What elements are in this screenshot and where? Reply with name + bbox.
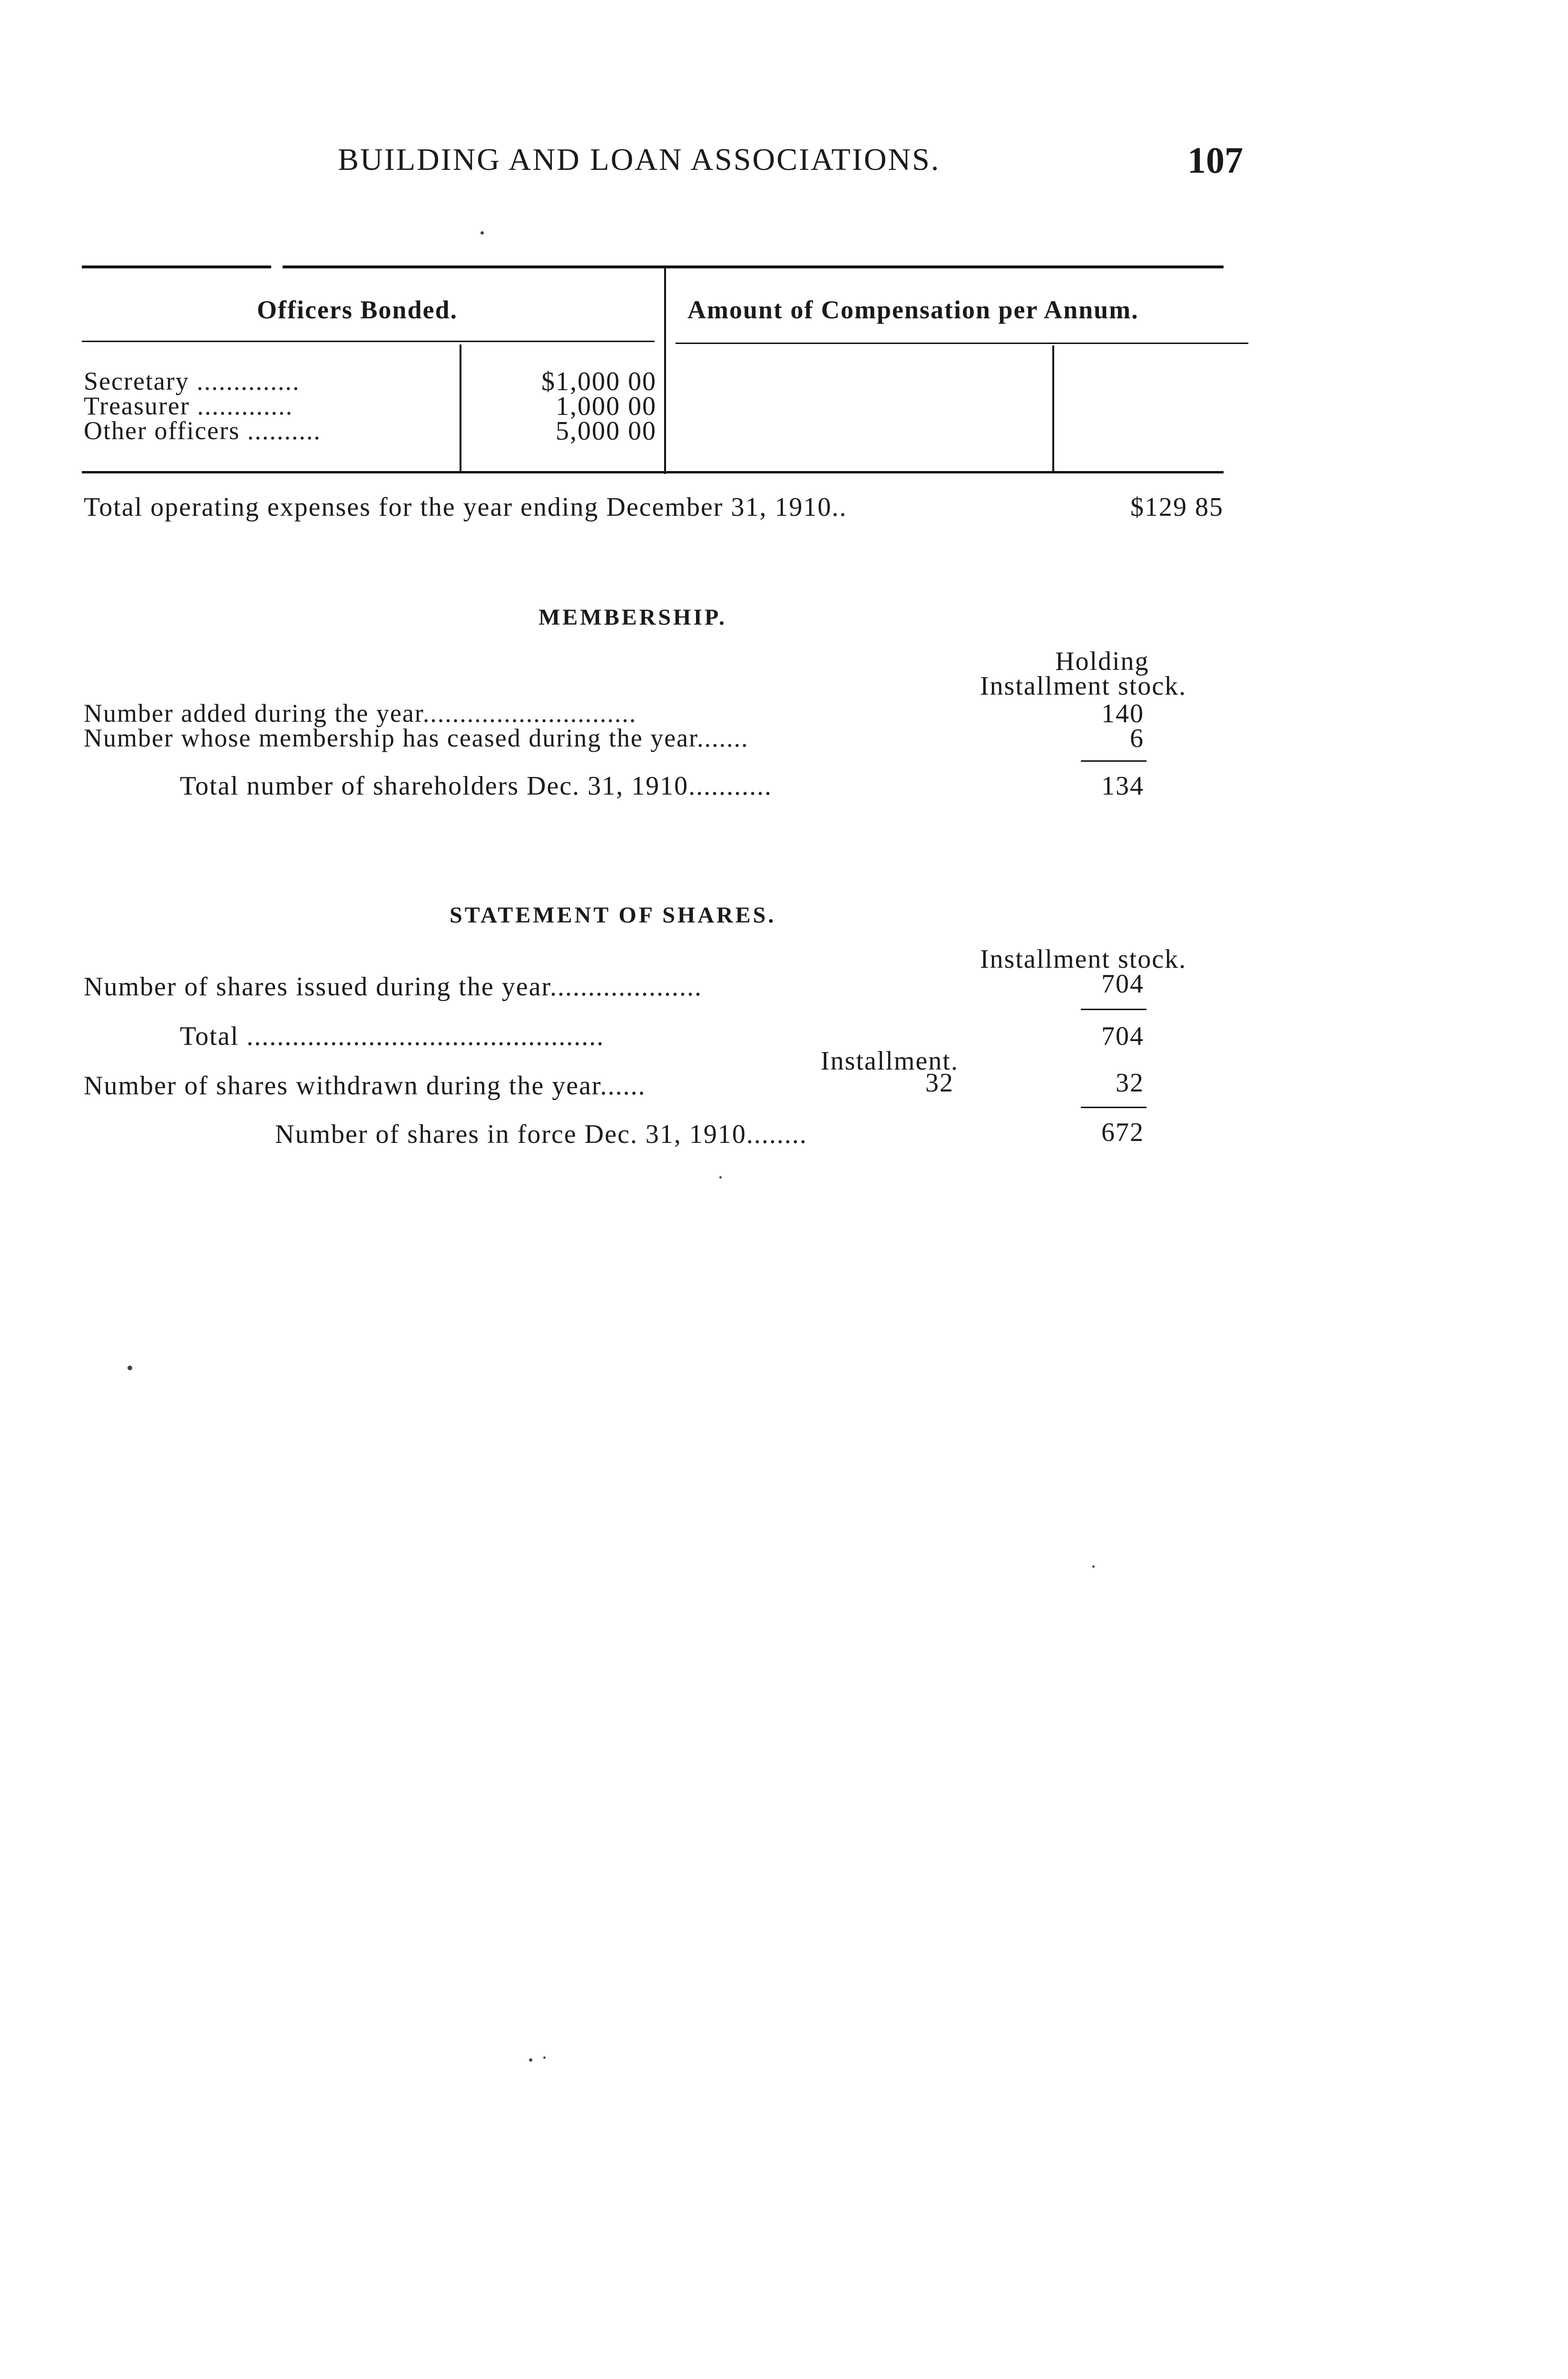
scan-speck xyxy=(480,231,484,235)
shares-total-label: Total ............................................... xyxy=(180,1022,605,1051)
officers-bonded-heading: Officers Bonded. xyxy=(257,295,458,324)
shares-col-heading: Installment stock. xyxy=(980,944,1187,974)
membership-title: MEMBERSHIP. xyxy=(539,605,727,630)
officer-label-other: Other officers .......... xyxy=(84,416,321,445)
officer-label-secretary: Secretary .............. xyxy=(84,367,300,395)
membership-col-heading-2: Installment stock. xyxy=(980,671,1187,701)
shares-withdrawn-sum-rule xyxy=(1081,1107,1147,1108)
shares-withdrawn-label: Number of shares withdrawn during the year...... xyxy=(84,1071,646,1101)
officer-amount-treasurer: 1,000 00 xyxy=(556,392,657,421)
page-number: 107 xyxy=(1187,139,1243,181)
table-top-rule-right xyxy=(283,265,1224,268)
scan-speck xyxy=(543,2056,546,2059)
members-ceased-value: 6 xyxy=(1130,724,1144,753)
membership-col-heading-1: Holding xyxy=(1055,647,1149,676)
shares-withdrawn-subvalue: 32 xyxy=(925,1068,954,1098)
header-underline-left xyxy=(82,341,655,342)
operating-expenses-label: Total operating expenses for the year ending December 31, 1910.. xyxy=(84,492,847,522)
members-total-value: 134 xyxy=(1101,771,1144,801)
shares-total-value: 704 xyxy=(1101,1022,1144,1051)
officer-amount-secretary: $1,000 00 xyxy=(541,367,657,396)
members-total-label: Total number of shareholders Dec. 31, 1910........... xyxy=(180,771,773,801)
shares-issued-label: Number of shares issued during the year.................... xyxy=(84,972,702,1002)
running-title: BUILDING AND LOAN ASSOCIATIONS. xyxy=(338,142,941,177)
table-divider-main xyxy=(664,267,666,474)
members-ceased-label: Number whose membership has ceased during the year....... xyxy=(84,724,749,752)
members-added-value: 140 xyxy=(1101,699,1144,728)
operating-expenses-value: $129 85 xyxy=(1130,492,1224,522)
members-added-label: Number added during the year............................. xyxy=(84,699,637,727)
scan-speck xyxy=(719,1176,722,1179)
officer-label-treasurer: Treasurer ............. xyxy=(84,392,293,420)
compensation-heading: Amount of Compensation per Annum. xyxy=(687,295,1139,324)
compensation-column-divider xyxy=(1052,345,1054,473)
scan-speck xyxy=(529,2058,532,2062)
shares-in-force-label: Number of shares in force Dec. 31, 1910........ xyxy=(275,1120,807,1149)
table-top-rule-left xyxy=(82,265,271,268)
shares-in-force-value: 672 xyxy=(1101,1118,1144,1147)
table-bottom-rule xyxy=(82,471,1224,473)
officer-amount-other: 5,000 00 xyxy=(556,416,657,446)
shares-withdrawn-value: 32 xyxy=(1116,1068,1144,1098)
membership-sum-rule xyxy=(1081,760,1147,762)
scan-speck xyxy=(127,1366,132,1370)
shares-issued-sum-rule xyxy=(1081,1009,1147,1010)
header-underline-right xyxy=(676,343,1248,344)
amount-column-divider xyxy=(460,344,461,471)
shares-title: STATEMENT OF SHARES. xyxy=(450,903,776,928)
withdrawn-subheading: Installment. xyxy=(821,1046,959,1076)
scan-speck xyxy=(1092,1565,1095,1568)
shares-issued-value: 704 xyxy=(1101,969,1144,999)
